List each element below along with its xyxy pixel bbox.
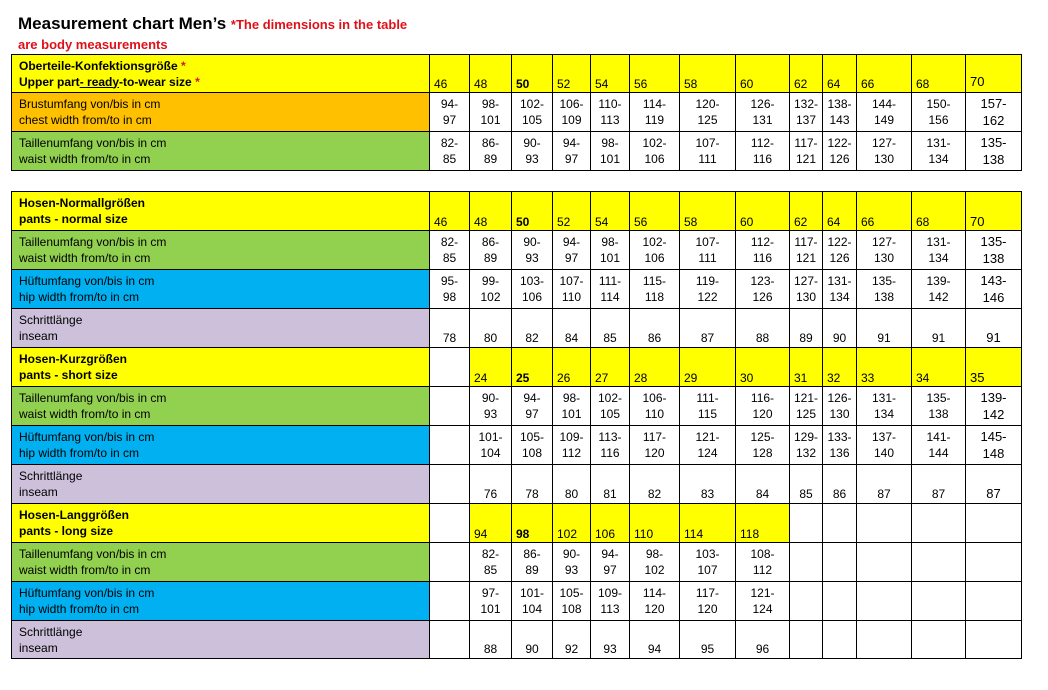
empty-cell — [790, 504, 823, 543]
measurement-cell: 106- 109 — [553, 93, 591, 132]
size-cell: 110 — [630, 504, 680, 543]
pants-normal-waist-row — [12, 231, 1022, 270]
measurement-cell: 117- 120 — [680, 582, 736, 621]
size-cell: 46 — [430, 192, 470, 231]
measurement-cell: 111- 114 — [591, 270, 630, 309]
inseam-cell: 87 — [966, 465, 1022, 504]
measurement-cell: 102- 106 — [630, 231, 680, 270]
row-label: Taillenumfang von/bis in cm waist width from/to in cm — [12, 231, 430, 270]
empty-cell — [790, 543, 823, 582]
measurement-cell: 112- 116 — [736, 231, 790, 270]
note-line-2: are body measurements — [18, 37, 168, 52]
inseam-cell: 86 — [630, 309, 680, 348]
measurement-cell: 125- 128 — [736, 426, 790, 465]
size-cell: 64 — [823, 55, 857, 93]
size-cell: 70 — [966, 55, 1022, 93]
row-label: Taillenumfang von/bis in cm waist width from/to in cm — [12, 387, 430, 426]
inseam-cell: 85 — [591, 309, 630, 348]
measurement-cell: 110- 113 — [591, 93, 630, 132]
empty-cell — [430, 387, 470, 426]
measurement-cell: 131- 134 — [912, 231, 966, 270]
measurement-cell: 144- 149 — [857, 93, 912, 132]
size-cell: 70 — [966, 192, 1022, 231]
measurement-cell: 135- 138 — [912, 387, 966, 426]
size-cell: 60 — [736, 55, 790, 93]
tops-header: Oberteile-Konfektionsgröße * Upper part- ready-to-wear size * — [12, 55, 430, 93]
row-label: Hüftumfang von/bis in cm hip width from/to in cm — [12, 426, 430, 465]
measurement-cell: 98- 101 — [591, 132, 630, 171]
size-cell: 56 — [630, 55, 680, 93]
pants-long-waist-row — [12, 543, 1022, 582]
pants-short-header: Hosen-Kurzgrößen pants - short size — [12, 348, 430, 387]
measurement-cell: 131- 134 — [823, 270, 857, 309]
inseam-cell: 88 — [470, 621, 512, 659]
size-cell: 62 — [790, 55, 823, 93]
measurement-cell: 131- 134 — [912, 132, 966, 171]
inseam-cell: 91 — [912, 309, 966, 348]
size-cell: 54 — [591, 55, 630, 93]
measurement-cell: 145- 148 — [966, 426, 1022, 465]
measurement-cell: 139- 142 — [966, 387, 1022, 426]
size-cell: 31 — [790, 348, 823, 387]
measurement-cell: 141- 144 — [912, 426, 966, 465]
size-cell: 66 — [857, 55, 912, 93]
tops-size-table — [11, 54, 1022, 171]
measurement-cell: 138- 143 — [823, 93, 857, 132]
empty-cell — [912, 621, 966, 659]
size-cell: 33 — [857, 348, 912, 387]
size-cell: 64 — [823, 192, 857, 231]
size-cell: 26 — [553, 348, 591, 387]
row-label: Schrittlänge inseam — [12, 621, 430, 659]
empty-cell — [912, 543, 966, 582]
inseam-cell: 90 — [823, 309, 857, 348]
size-cell: 28 — [630, 348, 680, 387]
measurement-cell: 107- 111 — [680, 231, 736, 270]
measurement-cell: 117- 121 — [790, 231, 823, 270]
measurement-cell: 86- 89 — [470, 231, 512, 270]
row-label: Taillenumfang von/bis in cm waist width from/to in cm — [12, 543, 430, 582]
size-cell: 68 — [912, 55, 966, 93]
measurement-cell: 113- 116 — [591, 426, 630, 465]
empty-cell — [912, 582, 966, 621]
measurement-cell: 98- 102 — [630, 543, 680, 582]
measurement-cell: 94- 97 — [512, 387, 553, 426]
measurement-cell: 119- 122 — [680, 270, 736, 309]
size-cell: 106 — [591, 504, 630, 543]
empty-cell — [430, 465, 470, 504]
pants-size-table — [11, 191, 1022, 659]
measurement-cell: 90- 93 — [512, 132, 553, 171]
measurement-cell: 120- 125 — [680, 93, 736, 132]
title-text: Measurement chart Men’s — [18, 14, 227, 33]
pants-long-inseam-row — [12, 621, 1022, 659]
size-cell: 52 — [553, 192, 591, 231]
size-cell: 68 — [912, 192, 966, 231]
empty-cell — [430, 582, 470, 621]
empty-cell — [857, 504, 912, 543]
measurement-cell: 107- 111 — [680, 132, 736, 171]
measurement-cell: 97- 101 — [470, 582, 512, 621]
pants-long-header: Hosen-Langgrößen pants - long size — [12, 504, 430, 543]
measurement-cell: 90- 93 — [470, 387, 512, 426]
row-label: Hüftumfang von/bis in cm hip width from/to in cm — [12, 270, 430, 309]
inseam-cell: 86 — [823, 465, 857, 504]
measurement-cell: 101- 104 — [470, 426, 512, 465]
size-cell: 52 — [553, 55, 591, 93]
pants-normal-inseam-row — [12, 309, 1022, 348]
size-cell: 25 — [512, 348, 553, 387]
empty-cell — [857, 582, 912, 621]
empty-cell — [823, 582, 857, 621]
measurement-cell: 86- 89 — [470, 132, 512, 171]
tops-waist-row — [12, 132, 1022, 171]
measurement-cell: 121- 124 — [736, 582, 790, 621]
pants-short-size-row — [12, 348, 1022, 387]
measurement-cell: 102- 105 — [591, 387, 630, 426]
size-cell: 66 — [857, 192, 912, 231]
inseam-cell: 78 — [430, 309, 470, 348]
size-cell: 32 — [823, 348, 857, 387]
empty-cell — [966, 582, 1022, 621]
measurement-cell: 94- 97 — [591, 543, 630, 582]
inseam-cell: 84 — [736, 465, 790, 504]
row-label: Taillenumfang von/bis in cm waist width from/to in cm — [12, 132, 430, 171]
measurement-cell: 95- 98 — [430, 270, 470, 309]
measurement-cell: 98- 101 — [591, 231, 630, 270]
measurement-cell: 157- 162 — [966, 93, 1022, 132]
empty-cell — [430, 621, 470, 659]
measurement-cell: 82- 85 — [470, 543, 512, 582]
inseam-cell: 96 — [736, 621, 790, 659]
measurement-cell: 131- 134 — [857, 387, 912, 426]
measurement-cell: 82- 85 — [430, 132, 470, 171]
tops-chest-row — [12, 93, 1022, 132]
size-cell: 50 — [512, 55, 553, 93]
size-cell: 48 — [470, 55, 512, 93]
empty-cell — [430, 543, 470, 582]
size-cell: 118 — [736, 504, 790, 543]
inseam-cell: 78 — [512, 465, 553, 504]
inseam-cell: 94 — [630, 621, 680, 659]
pants-short-inseam-row — [12, 465, 1022, 504]
measurement-cell: 121- 124 — [680, 426, 736, 465]
measurement-cell: 112- 116 — [736, 132, 790, 171]
empty-cell — [966, 621, 1022, 659]
measurement-cell: 90- 93 — [553, 543, 591, 582]
empty-cell — [430, 348, 470, 387]
measurement-cell: 109- 113 — [591, 582, 630, 621]
measurement-cell: 94- 97 — [553, 231, 591, 270]
measurement-cell: 111- 115 — [680, 387, 736, 426]
measurement-cell: 139- 142 — [912, 270, 966, 309]
empty-cell — [912, 504, 966, 543]
measurement-cell: 127- 130 — [857, 231, 912, 270]
measurement-cell: 117- 121 — [790, 132, 823, 171]
measurement-cell: 107- 110 — [553, 270, 591, 309]
measurement-cell: 114- 119 — [630, 93, 680, 132]
pants-short-hip-row — [12, 426, 1022, 465]
measurement-cell: 150- 156 — [912, 93, 966, 132]
measurement-cell: 133- 136 — [823, 426, 857, 465]
measurement-cell: 132- 137 — [790, 93, 823, 132]
inseam-cell: 91 — [857, 309, 912, 348]
measurement-cell: 129- 132 — [790, 426, 823, 465]
size-cell: 34 — [912, 348, 966, 387]
inseam-cell: 87 — [680, 309, 736, 348]
size-cell: 58 — [680, 55, 736, 93]
empty-cell — [966, 504, 1022, 543]
inseam-cell: 92 — [553, 621, 591, 659]
pants-short-waist-row — [12, 387, 1022, 426]
measurement-cell: 122- 126 — [823, 132, 857, 171]
measurement-cell: 108- 112 — [736, 543, 790, 582]
page-title — [18, 14, 407, 34]
tops-size-row — [12, 55, 1022, 93]
inseam-cell: 89 — [790, 309, 823, 348]
size-cell: 102 — [553, 504, 591, 543]
measurement-cell: 115- 118 — [630, 270, 680, 309]
measurement-cell: 137- 140 — [857, 426, 912, 465]
pants-long-hip-row — [12, 582, 1022, 621]
empty-cell — [857, 543, 912, 582]
size-cell: 50 — [512, 192, 553, 231]
size-cell: 114 — [680, 504, 736, 543]
measurement-cell: 101- 104 — [512, 582, 553, 621]
empty-cell — [430, 426, 470, 465]
measurement-cell: 127- 130 — [857, 132, 912, 171]
inseam-cell: 82 — [630, 465, 680, 504]
row-label: Schrittlänge inseam — [12, 465, 430, 504]
size-cell: 56 — [630, 192, 680, 231]
row-label: Hüftumfang von/bis in cm hip width from/to in cm — [12, 582, 430, 621]
empty-cell — [823, 543, 857, 582]
inseam-cell: 81 — [591, 465, 630, 504]
size-cell: 30 — [736, 348, 790, 387]
measurement-cell: 98- 101 — [553, 387, 591, 426]
inseam-cell: 80 — [553, 465, 591, 504]
inseam-cell: 76 — [470, 465, 512, 504]
measurement-cell: 106- 110 — [630, 387, 680, 426]
measurement-cell: 135- 138 — [966, 132, 1022, 171]
measurement-cell: 122- 126 — [823, 231, 857, 270]
inseam-cell: 80 — [470, 309, 512, 348]
measurement-cell: 105- 108 — [512, 426, 553, 465]
measurement-cell: 135- 138 — [857, 270, 912, 309]
inseam-cell: 91 — [966, 309, 1022, 348]
measurement-cell: 127- 130 — [790, 270, 823, 309]
measurement-cell: 126- 130 — [823, 387, 857, 426]
measurement-cell: 102- 105 — [512, 93, 553, 132]
measurement-cell: 114- 120 — [630, 582, 680, 621]
measurement-cell: 86- 89 — [512, 543, 553, 582]
size-cell: 54 — [591, 192, 630, 231]
size-cell: 94 — [470, 504, 512, 543]
measurement-cell: 126- 131 — [736, 93, 790, 132]
measurement-cell: 116- 120 — [736, 387, 790, 426]
size-cell: 48 — [470, 192, 512, 231]
empty-cell — [790, 621, 823, 659]
measurement-cell: 135- 138 — [966, 231, 1022, 270]
empty-cell — [823, 504, 857, 543]
measurement-cell: 103- 106 — [512, 270, 553, 309]
empty-cell — [857, 621, 912, 659]
measurement-cell: 94- 97 — [430, 93, 470, 132]
measurement-cell: 82- 85 — [430, 231, 470, 270]
empty-cell — [790, 582, 823, 621]
size-cell: 35 — [966, 348, 1022, 387]
measurement-cell: 103- 107 — [680, 543, 736, 582]
pants-normal-hip-row — [12, 270, 1022, 309]
size-cell: 29 — [680, 348, 736, 387]
row-label: Brustumfang von/bis in cm chest width from/to in cm — [12, 93, 430, 132]
measurement-cell: 98- 101 — [470, 93, 512, 132]
measurement-cell: 121- 125 — [790, 387, 823, 426]
measurement-cell: 94- 97 — [553, 132, 591, 171]
measurement-cell: 143- 146 — [966, 270, 1022, 309]
inseam-cell: 87 — [857, 465, 912, 504]
inseam-cell: 82 — [512, 309, 553, 348]
size-cell: 58 — [680, 192, 736, 231]
measurement-cell: 99- 102 — [470, 270, 512, 309]
inseam-cell: 95 — [680, 621, 736, 659]
empty-cell — [823, 621, 857, 659]
measurement-cell: 123- 126 — [736, 270, 790, 309]
note-line-1: *The dimensions in the table — [230, 17, 408, 32]
empty-cell — [966, 543, 1022, 582]
size-cell: 27 — [591, 348, 630, 387]
size-cell: 60 — [736, 192, 790, 231]
inseam-cell: 88 — [736, 309, 790, 348]
pants-normal-size-row — [12, 192, 1022, 231]
pants-normal-header: Hosen-Normallgrößen pants - normal size — [12, 192, 430, 231]
size-cell: 24 — [470, 348, 512, 387]
row-label: Schrittlänge inseam — [12, 309, 430, 348]
inseam-cell: 83 — [680, 465, 736, 504]
measurement-cell: 117- 120 — [630, 426, 680, 465]
empty-cell — [430, 504, 470, 543]
inseam-cell: 85 — [790, 465, 823, 504]
size-cell: 98 — [512, 504, 553, 543]
measurement-cell: 90- 93 — [512, 231, 553, 270]
pants-long-size-row — [12, 504, 1022, 543]
measurement-cell: 105- 108 — [553, 582, 591, 621]
measurement-cell: 102- 106 — [630, 132, 680, 171]
inseam-cell: 84 — [553, 309, 591, 348]
inseam-cell: 93 — [591, 621, 630, 659]
size-cell: 62 — [790, 192, 823, 231]
size-cell: 46 — [430, 55, 470, 93]
inseam-cell: 87 — [912, 465, 966, 504]
measurement-cell: 109- 112 — [553, 426, 591, 465]
inseam-cell: 90 — [512, 621, 553, 659]
